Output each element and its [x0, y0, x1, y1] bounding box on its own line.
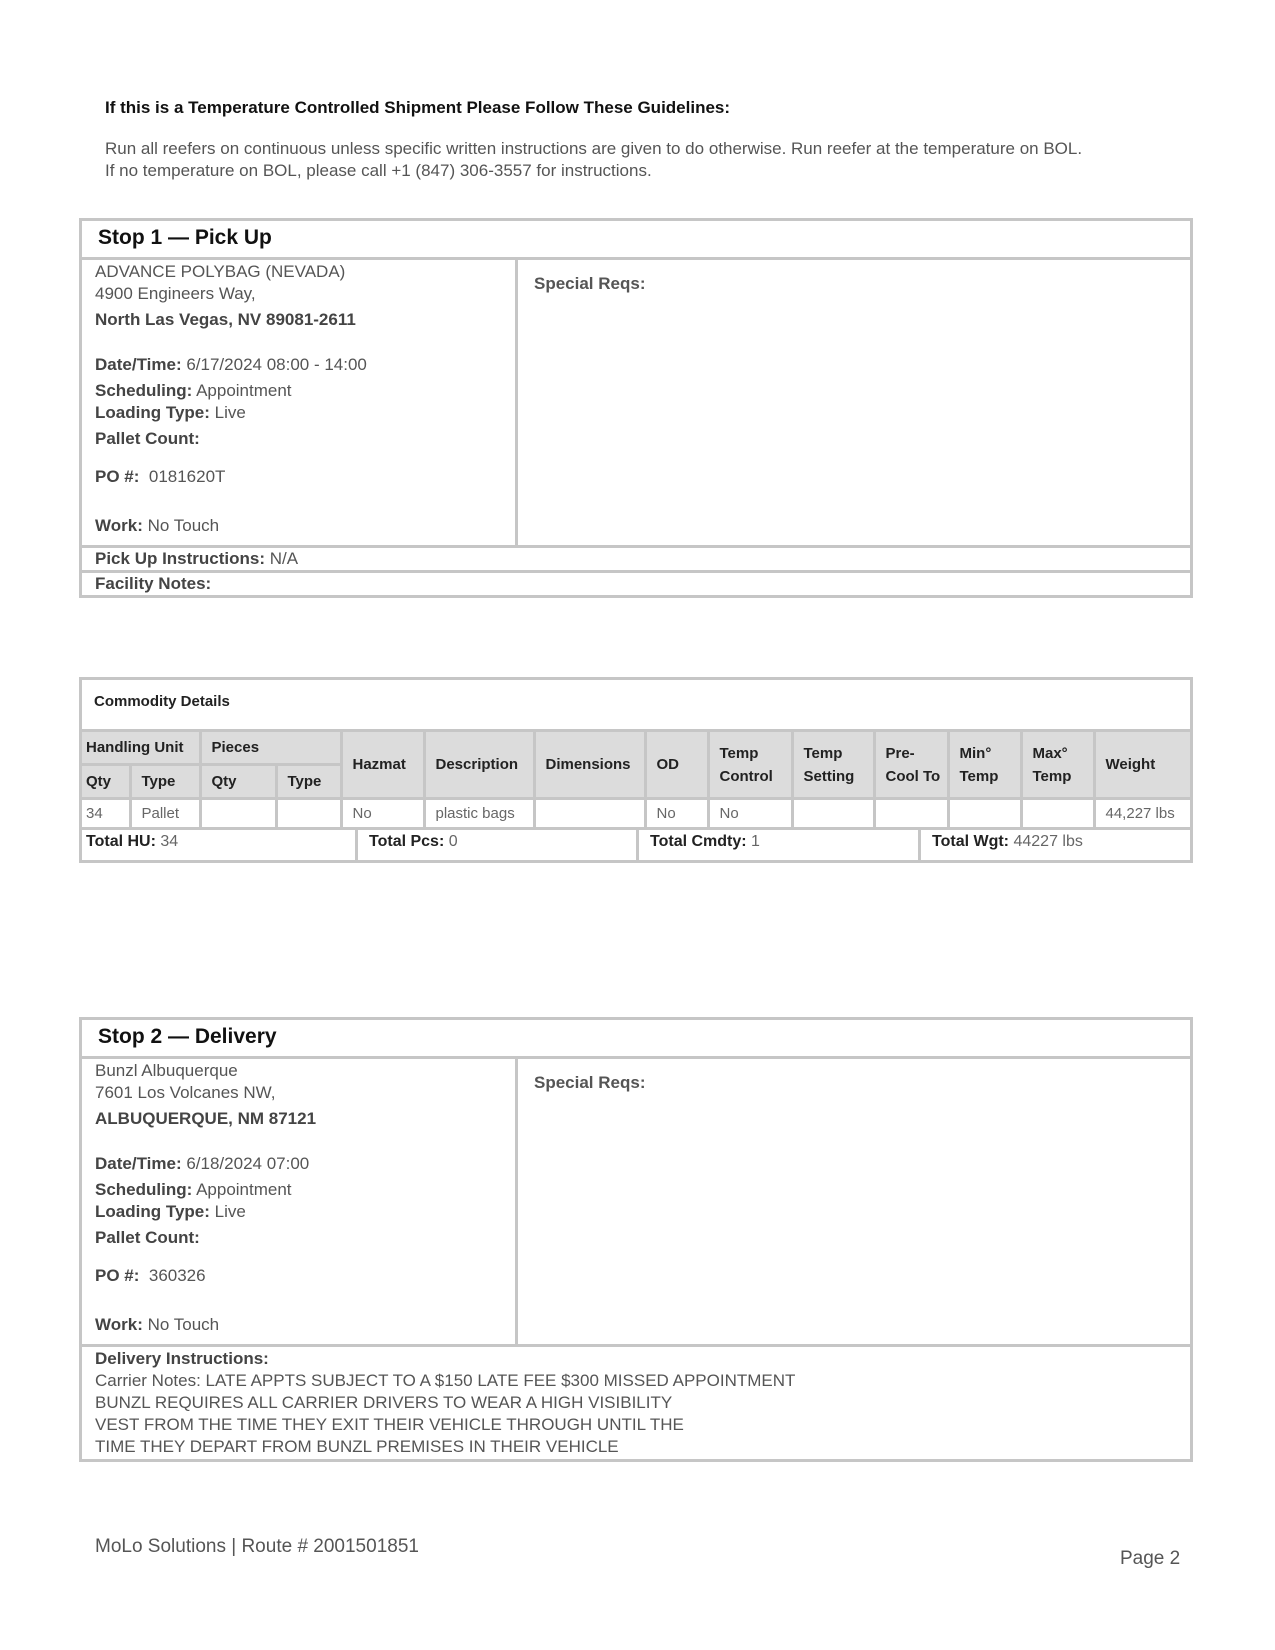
commodity-details-title: Commodity Details	[82, 680, 1190, 732]
header-pcs-type: Type	[276, 765, 341, 799]
stop-1-po: PO #: 0181620T	[95, 467, 226, 486]
header-hu-qty: Qty	[82, 765, 130, 799]
stop-1-body	[82, 260, 1190, 548]
cell-hu-qty: 34	[82, 799, 130, 829]
stop-1-loading: Loading Type: Live	[95, 403, 246, 422]
commodity-table	[82, 732, 1190, 830]
guidelines-title: If this is a Temperature Controlled Shipment Please Follow These Guidelines:	[105, 98, 731, 117]
cell-max-temp	[1021, 799, 1094, 829]
stop-2-box	[79, 1017, 1193, 1462]
cell-pcs-type	[276, 799, 341, 829]
footer-route: MoLo Solutions | Route # 2001501851	[95, 1536, 419, 1557]
header-pieces: Pieces	[200, 732, 341, 765]
delivery-note-line-3: VEST FROM THE TIME THEY EXIT THEIR VEHICLE THROUGH UNTIL THE	[95, 1415, 684, 1434]
stop-2-pallet-count: Pallet Count:	[95, 1228, 200, 1247]
cell-pre-cool	[874, 799, 948, 829]
header-temp-setting: Temp Setting	[792, 732, 874, 799]
header-pre-cool: Pre-Cool To	[874, 732, 948, 799]
delivery-instructions-label: Delivery Instructions:	[95, 1349, 269, 1368]
cell-min-temp	[948, 799, 1021, 829]
cell-pcs-qty	[200, 799, 276, 829]
stop-2-po: PO #: 360326	[95, 1266, 206, 1285]
stop-2-details	[82, 1059, 518, 1344]
header-min-temp: Min° Temp	[948, 732, 1021, 799]
stop-2-title: Stop 2 — Delivery	[82, 1020, 1190, 1059]
header-handling-unit: Handling Unit	[82, 732, 200, 765]
guidelines-text	[105, 138, 1185, 182]
stop-1-title: Stop 1 — Pick Up	[82, 221, 1190, 260]
stop-1-pallet-count: Pallet Count:	[95, 429, 200, 448]
delivery-note-line-1: Carrier Notes: LATE APPTS SUBJECT TO A $150 LATE FEE $300 MISSED APPOINTMENT	[95, 1371, 796, 1390]
cell-dimensions	[534, 799, 645, 829]
stop-1-street: 4900 Engineers Way,	[95, 284, 256, 303]
commodity-totals	[82, 830, 1190, 860]
stop-1-pickup-instructions: Pick Up Instructions: N/A	[82, 548, 1190, 573]
total-cmdty: Total Cmdty: 1	[639, 830, 921, 860]
guidelines-line-2: If no temperature on BOL, please call +1 (847) 306-3557 for instructions.	[105, 161, 652, 180]
footer-page-number: Page 2	[1120, 1548, 1181, 1569]
total-pcs: Total Pcs: 0	[358, 830, 639, 860]
table-row	[82, 799, 1190, 829]
cell-temp-setting	[792, 799, 874, 829]
cell-hazmat: No	[341, 799, 424, 829]
cell-description: plastic bags	[424, 799, 534, 829]
total-hu: Total HU: 34	[82, 830, 358, 860]
delivery-note-line-4: TIME THEY DEPART FROM BUNZL PREMISES IN THEIR VEHICLE	[95, 1437, 619, 1456]
stop-1-work: Work: No Touch	[95, 516, 220, 535]
stop-1-city: North Las Vegas, NV 89081-2611	[95, 310, 356, 329]
header-weight: Weight	[1094, 732, 1190, 799]
header-pcs-qty: Qty	[200, 765, 276, 799]
delivery-note-line-2: BUNZL REQUIRES ALL CARRIER DRIVERS TO WEAR A HIGH VISIBILITY	[95, 1393, 673, 1412]
cell-temp-control: No	[708, 799, 792, 829]
header-od: OD	[645, 732, 708, 799]
stop-2-name: Bunzl Albuquerque	[95, 1061, 238, 1080]
header-max-temp: Max° Temp	[1021, 732, 1094, 799]
stop-2-special-reqs: Special Reqs:	[534, 1073, 646, 1092]
header-dimensions: Dimensions	[534, 732, 645, 799]
stop-1-name: ADVANCE POLYBAG (NEVADA)	[95, 262, 346, 281]
stop-2-loading: Loading Type: Live	[95, 1202, 246, 1221]
cell-weight: 44,227 lbs	[1094, 799, 1190, 829]
cell-od: No	[645, 799, 708, 829]
header-hu-type: Type	[130, 765, 200, 799]
stop-1-special-reqs: Special Reqs:	[534, 274, 646, 293]
header-description: Description	[424, 732, 534, 799]
stop-1-facility-notes: Facility Notes:	[95, 574, 212, 593]
total-wgt: Total Wgt: 44227 lbs	[932, 833, 1083, 850]
cell-hu-type: Pallet	[130, 799, 200, 829]
header-hazmat: Hazmat	[341, 732, 424, 799]
stop-2-street: 7601 Los Volcanes NW,	[95, 1083, 276, 1102]
header-temp-control: Temp Control	[708, 732, 792, 799]
temperature-guidelines	[105, 98, 1185, 182]
stop-2-delivery-instructions	[82, 1347, 1190, 1459]
stop-1-box	[79, 218, 1193, 598]
commodity-header-row	[82, 732, 1190, 765]
guidelines-line-1: Run all reefers on continuous unless specific written instructions are given to do otherwise. Run reefer at the temperature on BOL.	[105, 139, 1083, 158]
stop-2-datetime: Date/Time: 6/18/2024 07:00	[95, 1154, 310, 1173]
stop-1-scheduling: Scheduling: Appointment	[95, 381, 292, 400]
stop-1-datetime: Date/Time: 6/17/2024 08:00 - 14:00	[95, 355, 367, 374]
commodity-details-box	[79, 677, 1193, 863]
stop-2-body	[82, 1059, 1190, 1347]
stop-1-details	[82, 260, 518, 545]
stop-2-scheduling: Scheduling: Appointment	[95, 1180, 292, 1199]
stop-2-work: Work: No Touch	[95, 1315, 220, 1334]
stop-2-city: ALBUQUERQUE, NM 87121	[95, 1109, 317, 1128]
